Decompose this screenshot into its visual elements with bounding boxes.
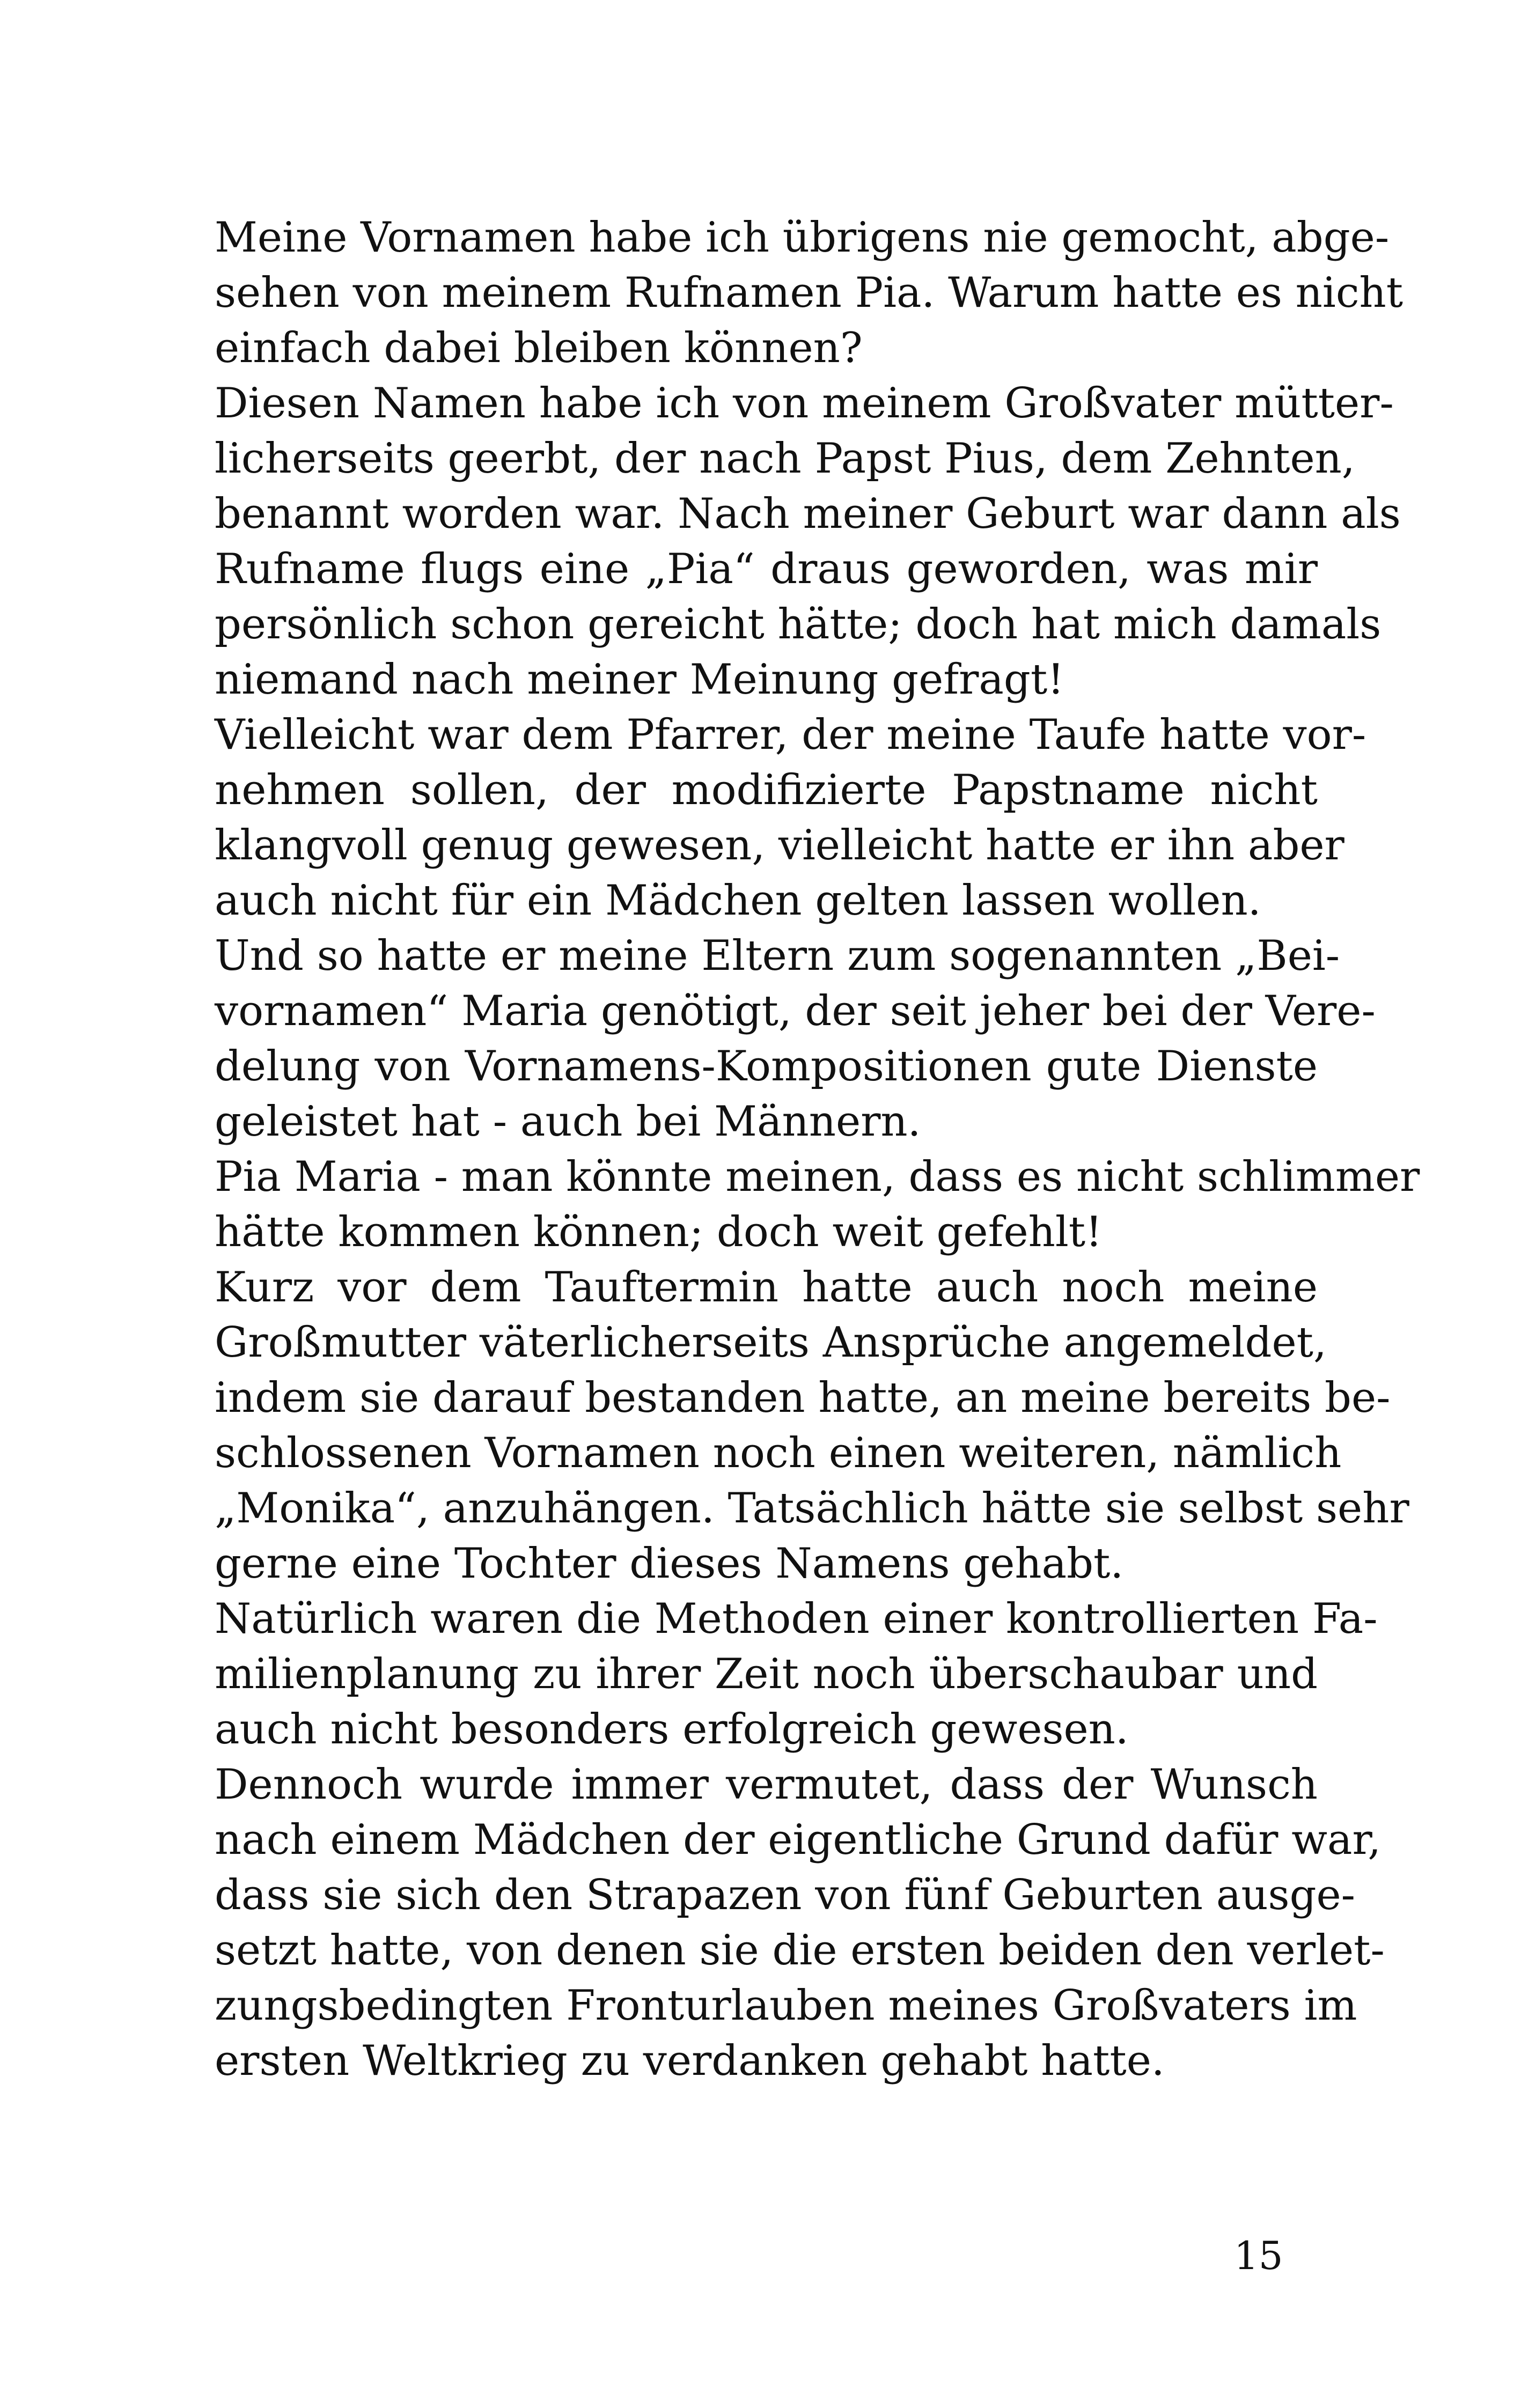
body-text — [215, 210, 1420, 2089]
text-line: einfach dabei bleiben können? — [215, 324, 863, 372]
page-number: 15 — [1234, 2233, 1283, 2278]
paragraph-2 — [215, 376, 1401, 708]
text-line: benannt worden war. Nach meiner Geburt war dann als — [215, 490, 1401, 538]
text-line: licherseits geerbt, der nach Papst Pius, dem Zehnten, — [215, 435, 1355, 483]
text-line: delung von Vornamens-Kompositionen gute Dienste — [215, 1042, 1318, 1091]
text-line: dass sie sich den Strapazen von fünf Geburten ausge- — [215, 1871, 1356, 1919]
text-line: ersten Weltkrieg zu verdanken gehabt hatte. — [215, 2037, 1165, 2085]
text-line: Pia Maria - man könnte meinen, dass es nicht schlimmer — [215, 1153, 1420, 1201]
text-line: Natürlich waren die Methoden einer kontrollierten Fa- — [215, 1595, 1378, 1643]
paragraph-7 — [215, 1592, 1378, 1757]
text-line: Rufname flugs eine „Pia“ draus geworden, was mir — [215, 545, 1318, 593]
text-line: sehen von meinem Rufnamen Pia. Warum hatte es nicht — [215, 269, 1404, 317]
text-line: Und so hatte er meine Eltern zum sogenannten „Bei- — [215, 932, 1340, 980]
text-line: setzt hatte, von denen sie die ersten beiden den verlet- — [215, 1926, 1385, 1975]
text-line: vornamen“ Maria genötigt, der seit jeher bei der Vere- — [215, 987, 1376, 1035]
paragraph-5 — [215, 1150, 1420, 1260]
paragraph-3 — [215, 708, 1366, 929]
text-line: Diesen Namen habe ich von meinem Großvater mütter- — [215, 379, 1394, 428]
text-line: klangvoll genug gewesen, vielleicht hatte er ihn aber — [215, 821, 1344, 870]
text-line: Dennoch wurde immer vermutet, dass der Wunsch — [215, 1761, 1318, 1809]
text-line: milienplanung zu ihrer Zeit noch überschaubar und — [215, 1650, 1318, 1698]
text-line: niemand nach meiner Meinung gefragt! — [215, 656, 1064, 704]
text-line: „Monika“, anzuhängen. Tatsächlich hätte sie selbst sehr — [215, 1484, 1409, 1533]
text-line: schlossenen Vornamen noch einen weiteren, nämlich — [215, 1429, 1342, 1477]
text-line: Meine Vornamen habe ich übrigens nie gemocht, abge- — [215, 213, 1390, 262]
text-line: hätte kommen können; doch weit gefehlt! — [215, 1208, 1103, 1256]
paragraph-4 — [215, 929, 1376, 1150]
text-line: gerne eine Tochter dieses Namens gehabt. — [215, 1540, 1124, 1588]
text-line: zungsbedingten Fronturlauben meines Großvaters im — [215, 1982, 1357, 2030]
text-line: persönlich schon gereicht hätte; doch hat mich damals — [215, 600, 1382, 649]
paragraph-1 — [215, 210, 1404, 376]
text-line: Großmutter väterlicherseits Ansprüche angemeldet, — [215, 1319, 1327, 1367]
text-line: nach einem Mädchen der eigentliche Grund dafür war, — [215, 1816, 1382, 1864]
text-line: Vielleicht war dem Pfarrer, der meine Taufe hatte vor- — [215, 711, 1366, 759]
text-line: auch nicht besonders erfolgreich gewesen. — [215, 1705, 1129, 1754]
text-line: indem sie darauf bestanden hatte, an meine bereits be- — [215, 1374, 1391, 1422]
text-line: auch nicht für ein Mädchen gelten lassen wollen. — [215, 877, 1261, 925]
text-line: nehmen sollen, der modifizierte Papstname nicht — [215, 766, 1318, 814]
paragraph-6 — [215, 1260, 1409, 1592]
text-line: Kurz vor dem Tauftermin hatte auch noch meine — [215, 1263, 1318, 1312]
text-line: geleistet hat - auch bei Männern. — [215, 1098, 921, 1146]
paragraph-8 — [215, 1757, 1385, 2089]
